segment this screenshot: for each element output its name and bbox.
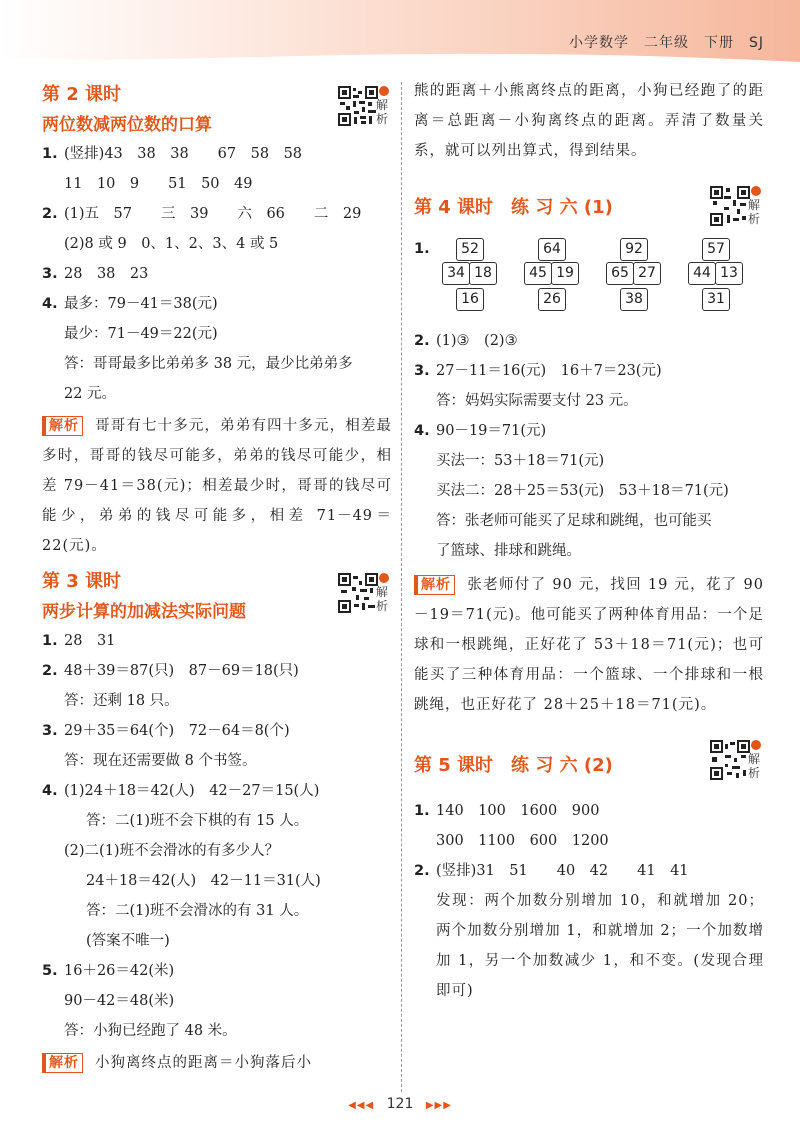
answer-text: 28 31 bbox=[64, 633, 116, 649]
answer-line bbox=[414, 446, 764, 476]
answer-text: 11 10 9 51 50 49 bbox=[64, 176, 253, 192]
question-number: 1. bbox=[414, 241, 430, 257]
qr-label: 解析 bbox=[748, 752, 761, 780]
answer-line bbox=[414, 856, 764, 886]
qr-code[interactable] bbox=[710, 186, 762, 236]
answer-line bbox=[414, 476, 764, 506]
answer-line bbox=[42, 716, 392, 746]
question-number: 1. bbox=[42, 633, 58, 649]
answer-text: 最多：79－41＝38(元) bbox=[64, 296, 218, 312]
analysis-text: 哥哥有七十多元，弟弟有四十多元，相差最多时，哥哥的钱尽可能多，弟弟的钱尽可能少，相差 79－41＝38(元)；相差最少时，哥哥的钱尽可能少，弟弟的钱尽可能多，相差 71－49＝22(元)。 bbox=[42, 418, 392, 554]
play-icon bbox=[379, 573, 389, 583]
answer-text: (2)二(1)班不会滑冰的有多少人？ bbox=[64, 843, 280, 859]
lesson-subtitle: 两位数减两位数的口算 bbox=[42, 115, 212, 135]
answer-line bbox=[42, 806, 392, 836]
lesson-4-answers bbox=[414, 326, 764, 566]
question-number: 4. bbox=[42, 783, 58, 799]
analysis-text: 小狗离终点的距离＝小狗落后小 bbox=[95, 1055, 312, 1071]
answer-text: 140 100 1600 900 bbox=[436, 803, 600, 819]
answer-line bbox=[42, 349, 392, 379]
page-footer bbox=[0, 1096, 800, 1112]
play-icon bbox=[751, 186, 761, 196]
qr-code[interactable] bbox=[710, 740, 762, 790]
answer-line bbox=[42, 169, 392, 199]
answer-text: 答：二(1)班不会下棋的有 15 人。 bbox=[86, 813, 309, 829]
next-arrows-icon: ▶▶▶ bbox=[425, 1100, 452, 1111]
answer-text: 买法二：28＋25＝53(元) 53＋18＝71(元) bbox=[436, 483, 729, 499]
lesson-3-answers bbox=[42, 626, 392, 1046]
number-box-right: 13 bbox=[715, 262, 743, 285]
answer-text: 90－19＝71(元) bbox=[436, 423, 547, 439]
question-number: 2. bbox=[414, 333, 430, 349]
qr-code-icon bbox=[710, 740, 750, 780]
play-icon bbox=[379, 86, 389, 96]
qr-code-icon bbox=[710, 186, 750, 226]
lesson-5-answers bbox=[414, 796, 764, 886]
question-number: 3. bbox=[414, 363, 430, 379]
question-number: 5. bbox=[42, 963, 58, 979]
answer-text: 答：还剩 18 只。 bbox=[64, 693, 179, 709]
number-box-left: 45 bbox=[524, 262, 552, 285]
answer-line bbox=[414, 386, 764, 416]
question-number: 4. bbox=[414, 423, 430, 439]
analysis-tag: 解析 bbox=[42, 416, 83, 436]
answer-line bbox=[42, 866, 392, 896]
answer-line bbox=[42, 139, 392, 169]
lesson-title: 第 2 课时 bbox=[42, 84, 122, 105]
answer-text: 答：哥哥最多比弟弟多 38 元，最少比弟弟多 bbox=[64, 356, 353, 372]
answer-line bbox=[414, 506, 764, 536]
answer-line bbox=[414, 536, 764, 566]
analysis-text: 张老师付了 90 元，找回 19 元，花了 90－19＝71(元)。他可能买了两种体育用品：一个足球和一根跳绳，正好花了 53＋18＝71(元)；也可能买了三种体育用品：一个篮球、一个排球和一根跳绳，也正好花了 28＋25＋18＝71(元)。 bbox=[414, 577, 764, 713]
answer-text: 答：张老师可能买了足球和跳绳，也可能买 bbox=[436, 513, 712, 529]
qr-code-icon bbox=[338, 86, 378, 126]
answer-text: 最少：71－49＝22(元) bbox=[64, 326, 218, 342]
answer-text: 答：小狗已经跑了 48 米。 bbox=[64, 1023, 237, 1039]
qr-label: 解析 bbox=[376, 98, 389, 126]
question-number: 4. bbox=[42, 296, 58, 312]
number-box-bottom: 31 bbox=[702, 288, 730, 311]
answer-line bbox=[414, 326, 764, 356]
analysis-tag: 解析 bbox=[414, 575, 455, 595]
number-box-right: 18 bbox=[469, 262, 497, 285]
answer-line bbox=[42, 199, 392, 229]
answer-text: 答：二(1)班不会滑冰的有 31 人。 bbox=[86, 903, 309, 919]
number-box-top: 64 bbox=[538, 238, 566, 261]
answer-line bbox=[42, 686, 392, 716]
answer-line bbox=[42, 956, 392, 986]
answer-line bbox=[42, 656, 392, 686]
answer-text: 29＋35＝64(个) 72－64＝8(个) bbox=[64, 723, 290, 739]
prev-arrows-icon: ◀◀◀ bbox=[348, 1100, 375, 1111]
answer-text: (答案不唯一) bbox=[86, 933, 170, 949]
answer-line bbox=[42, 896, 392, 926]
lesson-2 bbox=[42, 80, 392, 561]
number-box-bottom: 16 bbox=[456, 288, 484, 311]
qr-code[interactable] bbox=[338, 86, 390, 136]
answer-line bbox=[42, 229, 392, 259]
number-box-diagrams bbox=[414, 238, 764, 322]
qr-code[interactable] bbox=[338, 573, 390, 623]
question-number: 3. bbox=[42, 266, 58, 282]
number-box-top: 92 bbox=[620, 238, 648, 261]
number-box-left: 34 bbox=[442, 262, 470, 285]
play-icon bbox=[751, 740, 761, 750]
lesson-title: 第 4 课时 练 习 六 (1) bbox=[414, 197, 613, 218]
answer-line bbox=[42, 746, 392, 776]
answer-text: 答：妈妈实际需要支付 23 元。 bbox=[436, 393, 638, 409]
number-box-top: 52 bbox=[456, 238, 484, 261]
answer-text: 90－42＝48(米) bbox=[64, 993, 175, 1009]
answer-line bbox=[42, 289, 392, 319]
answer-text: (1)五 57 三 39 六 66 二 29 bbox=[64, 206, 362, 222]
answer-text: (竖排)43 38 38 67 58 58 bbox=[64, 146, 303, 162]
number-box-right: 19 bbox=[551, 262, 579, 285]
left-column bbox=[42, 80, 392, 1082]
answer-line bbox=[42, 926, 392, 956]
answer-text: (1)③ (2)③ bbox=[436, 333, 518, 349]
answer-text: 24＋18＝42(人) 42－11＝31(人) bbox=[86, 873, 321, 889]
answer-text: 了篮球、排球和跳绳。 bbox=[436, 543, 581, 559]
answer-line bbox=[42, 986, 392, 1016]
answer-text: (1)24＋18＝42(人) 42－27＝15(人) bbox=[64, 783, 320, 799]
analysis-block bbox=[42, 411, 392, 561]
answer-text: 22 元。 bbox=[64, 386, 117, 402]
answer-text: (2)8 或 9 0、1、2、3、4 或 5 bbox=[64, 236, 279, 252]
answer-text: 买法一：53＋18＝71(元) bbox=[436, 453, 605, 469]
answer-line bbox=[42, 379, 392, 409]
answer-text: 16＋26＝42(米) bbox=[64, 963, 175, 979]
answer-line bbox=[42, 836, 392, 866]
answer-line bbox=[42, 776, 392, 806]
lesson-2-answers bbox=[42, 139, 392, 409]
analysis-block bbox=[414, 570, 764, 720]
question-number: 2. bbox=[414, 863, 430, 879]
answer-line bbox=[414, 356, 764, 386]
answer-text: 答：现在还需要做 8 个书签。 bbox=[64, 753, 257, 769]
column-divider bbox=[401, 82, 402, 1092]
qr-code-icon bbox=[338, 573, 378, 613]
answer-line bbox=[42, 626, 392, 656]
finding-text: 发现：两个加数分别增加 10，和就增加 20；两个加数分别增加 1，和就增加 2；一个加数增加 1，另一个加数减少 1，和不变。(发现合理即可) bbox=[436, 893, 764, 999]
question-number: 3. bbox=[42, 723, 58, 739]
lesson-3 bbox=[42, 567, 392, 1078]
number-box-left: 65 bbox=[606, 262, 634, 285]
qr-label: 解析 bbox=[376, 585, 389, 613]
number-box-bottom: 26 bbox=[538, 288, 566, 311]
answer-line bbox=[414, 416, 764, 446]
header-title: 小学数学 二年级 下册 SJ bbox=[568, 35, 764, 51]
analysis-tag: 解析 bbox=[42, 1053, 83, 1073]
number-box-right: 27 bbox=[633, 262, 661, 285]
right-column bbox=[414, 76, 764, 1010]
number-box-top: 57 bbox=[702, 238, 730, 261]
lesson-5 bbox=[414, 746, 764, 1006]
answer-line bbox=[42, 1016, 392, 1046]
answer-text: 28 38 23 bbox=[64, 266, 149, 282]
lesson-4 bbox=[414, 188, 764, 720]
answer-text: (竖排)31 51 40 42 41 41 bbox=[436, 863, 689, 879]
answer-line bbox=[414, 796, 764, 826]
number-box-bottom: 38 bbox=[620, 288, 648, 311]
lesson-title: 第 5 课时 练 习 六 (2) bbox=[414, 755, 613, 776]
question-number: 2. bbox=[42, 206, 58, 222]
lesson-title: 第 3 课时 bbox=[42, 571, 122, 592]
number-box-left: 44 bbox=[688, 262, 716, 285]
answer-text: 48＋39＝87(只) 87－69＝18(只) bbox=[64, 663, 299, 679]
question-number: 2. bbox=[42, 663, 58, 679]
question-number: 1. bbox=[414, 803, 430, 819]
lesson-subtitle: 两步计算的加减法实际问题 bbox=[42, 602, 246, 622]
analysis-block bbox=[42, 1048, 392, 1078]
answer-line bbox=[42, 319, 392, 349]
question-number: 1. bbox=[42, 146, 58, 162]
answer-line bbox=[42, 259, 392, 289]
answer-text: 27－11＝16(元) 16＋7＝23(元) bbox=[436, 363, 662, 379]
answer-text: 300 1100 600 1200 bbox=[436, 833, 609, 849]
page-number: 121 bbox=[386, 1096, 414, 1112]
answer-line bbox=[414, 826, 764, 856]
qr-label: 解析 bbox=[748, 198, 761, 226]
analysis-continued: 熊的距离＋小熊离终点的距离，小狗已经跑了的距离＝总距离－小狗离终点的距离。弄清了数量关系，就可以列出算式，得到结果。 bbox=[414, 83, 764, 159]
